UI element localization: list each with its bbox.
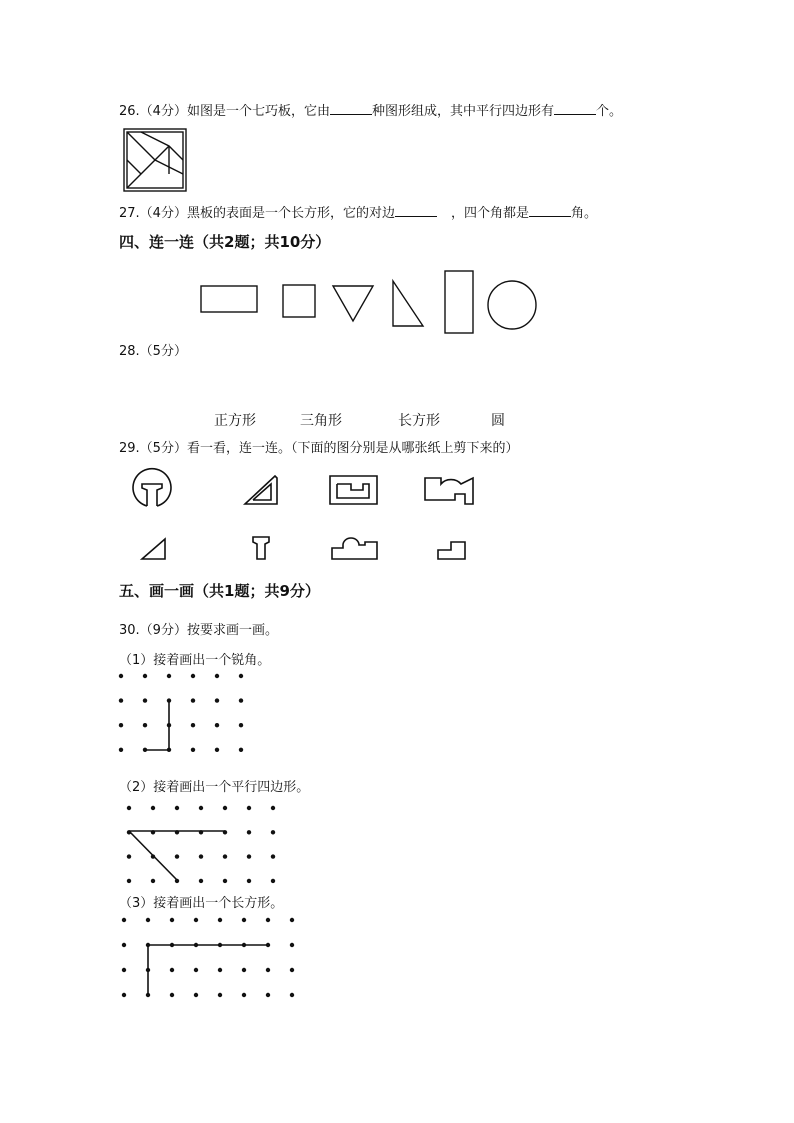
grid-dot[interactable] (191, 723, 195, 727)
q27-text-c: 角。 (570, 206, 597, 221)
grid-dot[interactable] (266, 993, 270, 997)
question-30: 30.（9分）按要求画一画。 (119, 623, 278, 638)
tangram-figure (123, 128, 187, 192)
grid-dot[interactable] (191, 698, 195, 702)
question-27 (119, 204, 597, 222)
q29-rectangle-with-arch-cutout-shape (425, 478, 473, 504)
q27-blank-1[interactable] (395, 204, 437, 217)
grid-dot[interactable] (215, 723, 219, 727)
grid2-given-slant (129, 831, 177, 880)
grid-dot[interactable] (242, 968, 246, 972)
grid-dot[interactable] (247, 854, 251, 858)
q26-text-b: 种图形组成，其中平行四边形有 (371, 104, 554, 119)
question-29: 29.（5分）看一看，连一连。（下面的图分别是从哪张纸上剪下来的） (119, 441, 519, 456)
grid-dot[interactable] (175, 854, 179, 858)
grid-dot[interactable] (119, 748, 123, 752)
grid-dot[interactable] (199, 879, 203, 883)
grid-dot[interactable] (247, 830, 251, 834)
grid-dot[interactable] (215, 748, 219, 752)
grid-dot[interactable] (290, 918, 294, 922)
grid-dot[interactable] (271, 806, 275, 810)
q29-t-shape-piece (253, 537, 269, 559)
grid-dot[interactable] (175, 806, 179, 810)
grid-dot[interactable] (271, 830, 275, 834)
q26-blank-1[interactable] (330, 102, 372, 115)
grid-dot[interactable] (223, 879, 227, 883)
grid-dot[interactable] (239, 674, 243, 678)
q29-circle-with-cutout-shape (133, 469, 171, 506)
grid-dot[interactable] (271, 854, 275, 858)
q29-small-triangle-piece (142, 539, 165, 559)
q28-label-circle[interactable]: 圆 (491, 413, 505, 429)
grid-dot[interactable] (143, 698, 147, 702)
q28-label-triangle[interactable]: 三角形 (300, 413, 342, 429)
grid-dot[interactable] (290, 993, 294, 997)
q26-text-c: 个。 (595, 104, 622, 119)
grid-dot[interactable] (242, 918, 246, 922)
grid-dot[interactable] (151, 879, 155, 883)
grid-dot[interactable] (191, 674, 195, 678)
q28-label-square[interactable]: 正方形 (214, 413, 256, 429)
dot-grid-3[interactable] (115, 915, 300, 1000)
q28-square-shape (283, 285, 315, 317)
grid-dot[interactable] (266, 918, 270, 922)
grid-dot[interactable] (170, 918, 174, 922)
grid-dot[interactable] (122, 993, 126, 997)
grid-dot[interactable] (122, 968, 126, 972)
q29-square-with-step-cutout-shape (330, 476, 377, 504)
question-28: 28.（5分） (119, 344, 187, 359)
grid-dot[interactable] (266, 968, 270, 972)
grid-dot[interactable] (215, 674, 219, 678)
grid-dot[interactable] (191, 748, 195, 752)
q29-arch-piece (332, 538, 377, 559)
grid-dot[interactable] (218, 968, 222, 972)
q30-sub-2: （2）接着画出一个平行四边形。 (119, 780, 310, 795)
section-5-title: 五、画一画（共1题；共9分） (119, 582, 320, 600)
q30-sub-3: （3）接着画出一个长方形。 (119, 896, 284, 911)
grid-dot[interactable] (119, 698, 123, 702)
q27-text-b: ，四个角都是 (450, 206, 529, 221)
grid-dot[interactable] (247, 806, 251, 810)
grid-dot[interactable] (223, 854, 227, 858)
question-26 (119, 102, 622, 120)
grid-dot[interactable] (151, 806, 155, 810)
grid-dot[interactable] (122, 943, 126, 947)
q29-paper-shapes-row (125, 470, 485, 515)
grid-dot[interactable] (239, 748, 243, 752)
q28-triangle-shape (333, 286, 373, 321)
q29-triangle-with-cutout-shape (245, 476, 277, 504)
grid-dot[interactable] (146, 918, 150, 922)
q28-tall-rectangle-shape (445, 271, 473, 333)
q26-blank-2[interactable] (554, 102, 596, 115)
grid-dot[interactable] (247, 879, 251, 883)
grid-dot[interactable] (223, 806, 227, 810)
grid-dot[interactable] (218, 993, 222, 997)
section-4-title: 四、连一连（共2题；共10分） (119, 233, 331, 251)
grid-dot[interactable] (239, 723, 243, 727)
grid-dot[interactable] (215, 698, 219, 702)
grid-dot[interactable] (271, 879, 275, 883)
grid-dot[interactable] (170, 968, 174, 972)
q26-text-a: 26.（4分）如图是一个七巧板，它由 (119, 104, 330, 119)
q27-text-a: 27.（4分）黑板的表面是一个长方形，它的对边 (119, 206, 395, 221)
grid-dot[interactable] (167, 674, 171, 678)
grid-dot[interactable] (194, 993, 198, 997)
grid-dot[interactable] (199, 854, 203, 858)
dot-grid-1[interactable] (115, 672, 250, 757)
grid-dot[interactable] (239, 698, 243, 702)
grid-dot[interactable] (242, 993, 246, 997)
grid-dot[interactable] (127, 854, 131, 858)
grid-dot[interactable] (290, 968, 294, 972)
q28-right-triangle-shape (393, 281, 423, 326)
q29-cutout-pieces-row (125, 530, 485, 565)
grid-dot[interactable] (119, 674, 123, 678)
grid-dot[interactable] (290, 943, 294, 947)
grid-dot[interactable] (199, 806, 203, 810)
q29-step-piece (438, 542, 465, 559)
grid-dot[interactable] (119, 723, 123, 727)
grid-dot[interactable] (143, 674, 147, 678)
grid-dot[interactable] (194, 968, 198, 972)
grid-dot[interactable] (170, 993, 174, 997)
q28-circle-shape (488, 281, 536, 329)
grid-dot[interactable] (194, 918, 198, 922)
grid-dot[interactable] (122, 918, 126, 922)
dot-grid-2[interactable] (120, 800, 280, 890)
q28-rectangle-shape (201, 286, 257, 312)
grid-dot[interactable] (143, 723, 147, 727)
q28-shapes-row (195, 268, 545, 338)
q27-blank-2[interactable] (529, 204, 571, 217)
grid-dot[interactable] (127, 879, 131, 883)
q28-label-rectangle[interactable]: 长方形 (398, 413, 440, 429)
grid-dot[interactable] (218, 918, 222, 922)
q30-sub-1: （1）接着画出一个锐角。 (119, 653, 271, 668)
grid-dot[interactable] (127, 806, 131, 810)
